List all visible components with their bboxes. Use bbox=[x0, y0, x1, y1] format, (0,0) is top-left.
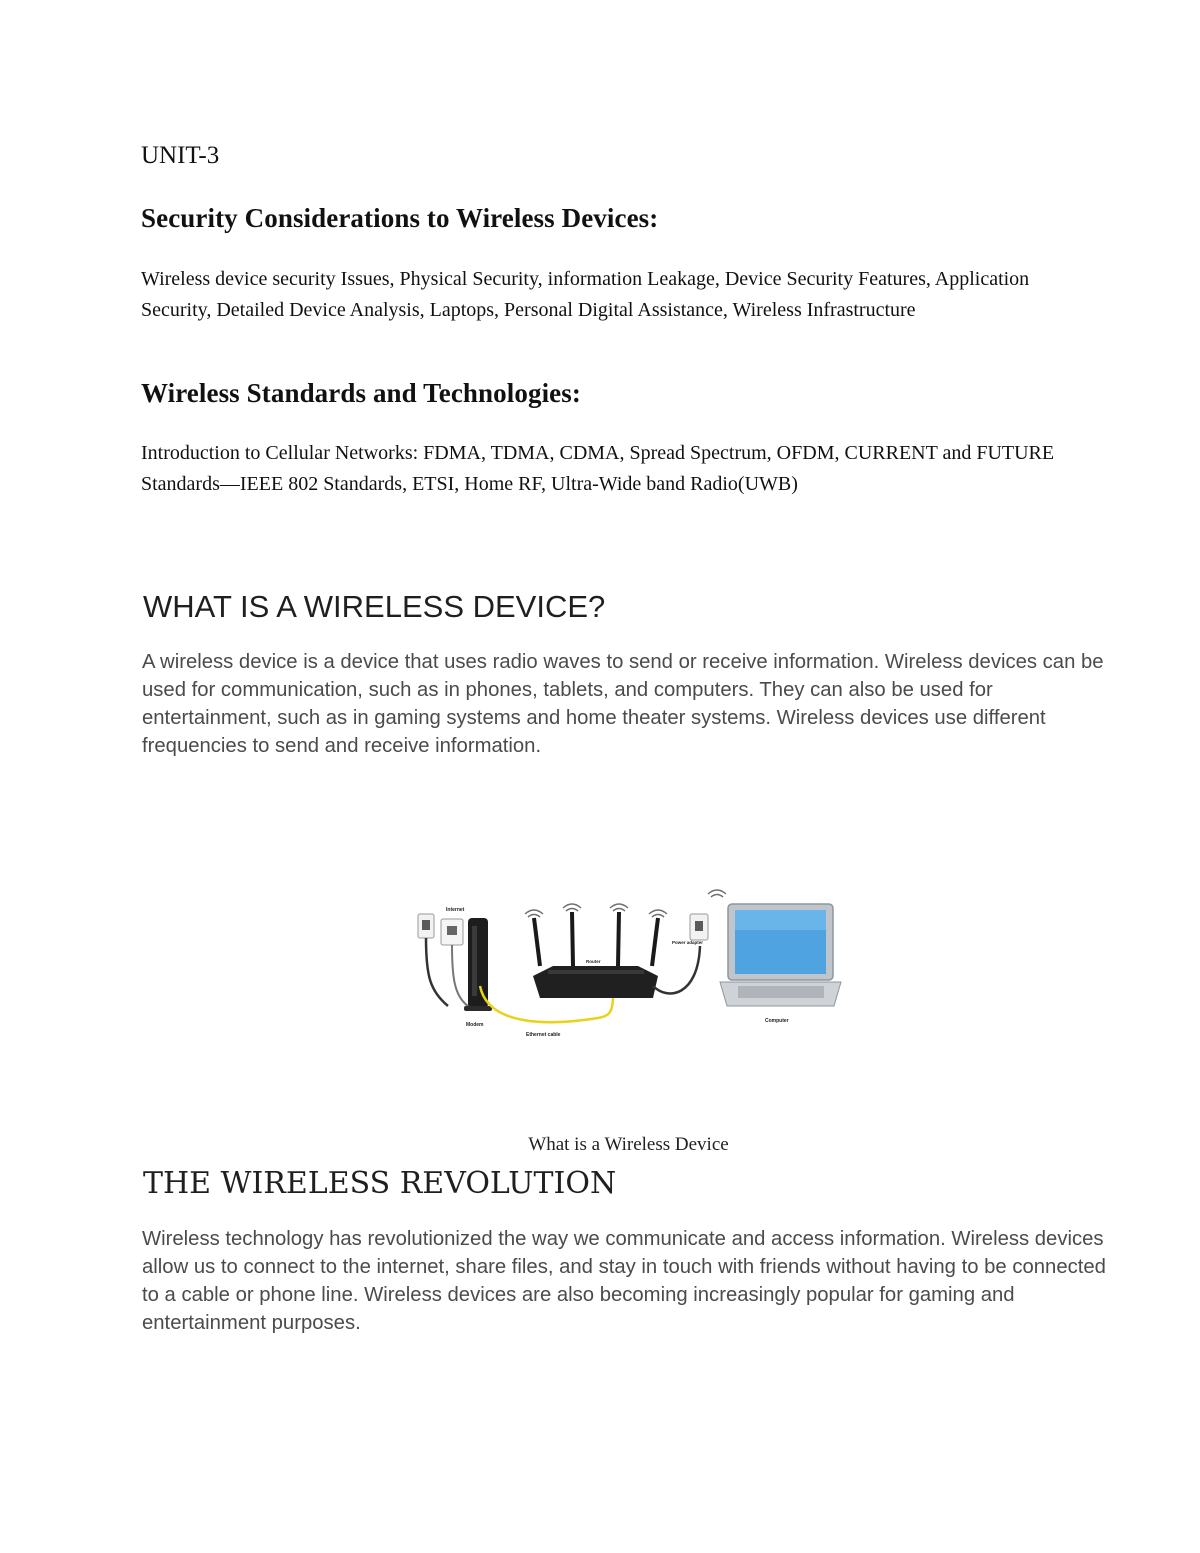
power-adapter-label: Power adapter bbox=[672, 940, 704, 945]
wireless-revolution-paragraph: Wireless technology has revolutionized the way we communicate and access information. Wireless devices allow us to connect to the internet, share files, and stay in touch with friends without having to be connected to a cable or phone line. Wireless devices are also becoming increasingly popular for gaming and entertainment purposes. bbox=[142, 1228, 1106, 1334]
internet-label: Internet bbox=[446, 907, 465, 913]
modem-label: Modem bbox=[466, 1022, 484, 1028]
modem-icon bbox=[464, 918, 492, 1011]
standards-topics-text: Introduction to Cellular Networks: FDMA, TDMA, CDMA, Spread Spectrum, OFDM, CURRENT and FUTURE Standards—IEEE 802 Standards, ETSI, Home RF, Ultra-Wide band Radio(UWB) bbox=[141, 442, 1055, 495]
security-heading: Security Considerations to Wireless Devices: bbox=[141, 203, 659, 233]
ethernet-label: Ethernet cable bbox=[526, 1032, 561, 1038]
wireless-device-paragraph: A wireless device is a device that uses radio waves to send or receive information. Wireless devices can be used for communication, such as in phones, tablets, and computers. They can also be used for entertainment, such as in gaming systems and home theater systems. Wireless devices use different frequencies to send and receive information. bbox=[142, 651, 1104, 757]
wireless-setup-diagram bbox=[408, 866, 850, 1050]
router-label: Router bbox=[586, 959, 601, 964]
unit-label: UNIT-3 bbox=[141, 142, 220, 169]
computer-label: Computer bbox=[765, 1018, 789, 1024]
standards-heading: Wireless Standards and Technologies: bbox=[141, 378, 581, 408]
wireless-revolution-heading: THE WIRELESS REVOLUTION bbox=[143, 1166, 617, 1201]
wall-outlet-right-icon bbox=[690, 914, 708, 940]
wireless-device-heading: WHAT IS A WIRELESS DEVICE? bbox=[143, 589, 606, 624]
laptop-icon bbox=[720, 904, 841, 1006]
security-topics-text: Wireless device security Issues, Physical Security, information Leakage, Device Security Features, Application Security, Detailed Device Analysis, Laptops, Personal Digital Assistance, Wireless Infrastructure bbox=[141, 268, 1030, 321]
figure-caption: What is a Wireless Device bbox=[528, 1134, 729, 1155]
